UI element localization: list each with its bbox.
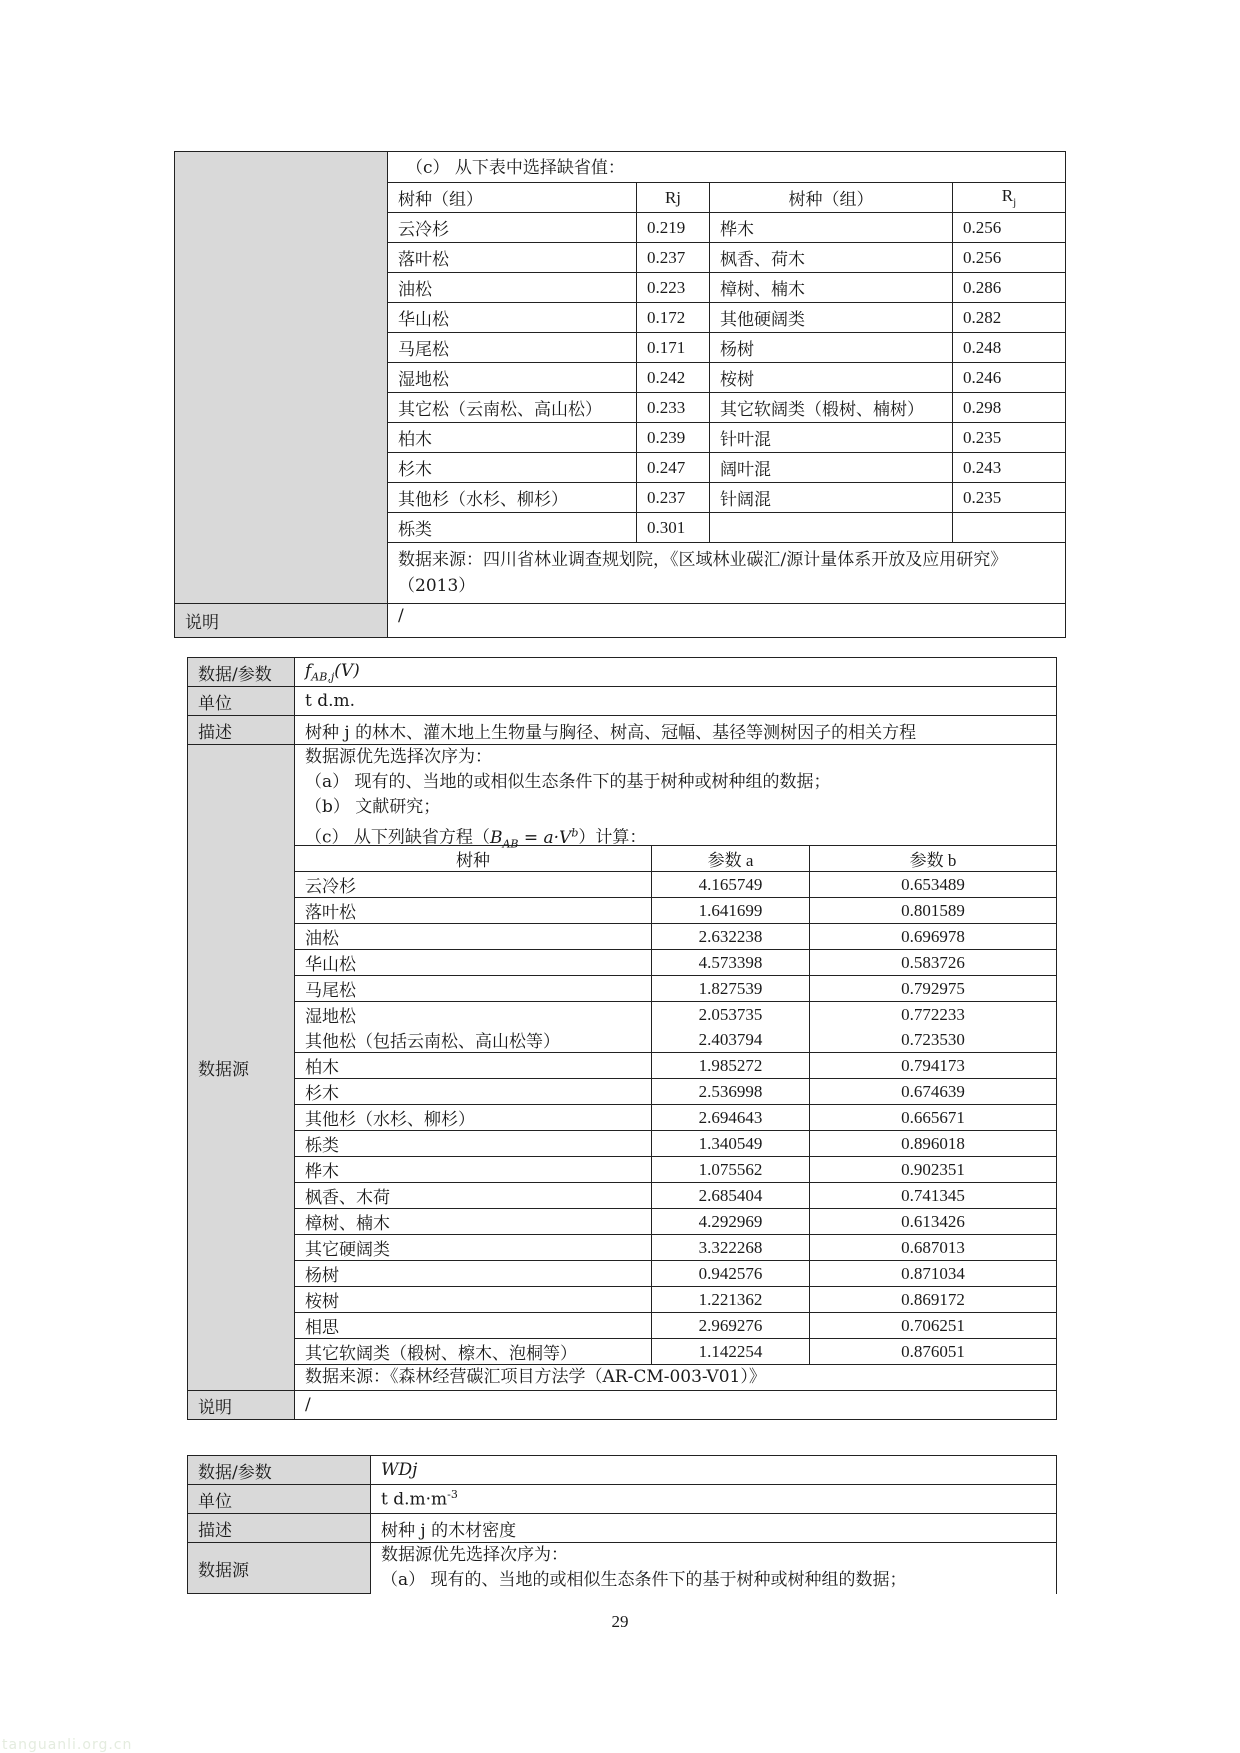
species-left: 湿地松 [388, 363, 637, 393]
species-left: 云冷杉 [388, 213, 637, 243]
rj-left: 0.233 [637, 393, 710, 423]
param-a: 1.985272 [652, 1053, 810, 1079]
param-row [295, 898, 1056, 924]
unit-value-3: t $d.m\cdot m^{-3}$ [371, 1485, 1057, 1514]
param-a: 2.536998 [652, 1079, 810, 1105]
param-b: 0.876051 [810, 1339, 1057, 1365]
species: 相思 [305, 1318, 339, 1337]
param-b: 0.665671 [810, 1105, 1057, 1131]
species-right [710, 513, 953, 543]
header-species-right: 树种（组） [710, 183, 953, 213]
species: 落叶松 [305, 903, 356, 922]
parameter-table [295, 845, 1056, 1364]
rj-right: 0.286 [953, 273, 1066, 303]
species-left: 杉木 [388, 453, 637, 483]
header-param-a: 参数 a [652, 846, 810, 872]
source-label-3: 数据源 [188, 1543, 371, 1594]
species: 杨树 [305, 1266, 339, 1285]
param-row [295, 1261, 1056, 1287]
rj-row [388, 243, 1065, 273]
param-a: 2.694643 [652, 1105, 810, 1131]
param-value: $f_{AB,j}(V)$ [295, 658, 1057, 687]
param-b: 0.871034 [810, 1261, 1057, 1287]
species: 杉木 [305, 1084, 339, 1103]
param-row [295, 1287, 1056, 1313]
rj-row [388, 273, 1065, 303]
rj-content-cell [388, 152, 1066, 604]
equation-data-source: 数据来源：《森林经营碳汇项目方法学（AR-CM-003-V01）》 [295, 1364, 1056, 1390]
species: 樟树、楠木 [305, 1214, 390, 1233]
rj-left: 0.223 [637, 273, 710, 303]
rj-data-source: 数据来源：四川省林业调查规划院，《区域林业碳汇/源计量体系开放及应用研究》（2013） [388, 542, 1065, 603]
param-row [295, 924, 1056, 950]
source-option-c: （c） 从下列缺省方程$(B_{AB} = a\cdot V^b)$计算： [305, 826, 647, 851]
rj-right: 0.248 [953, 333, 1066, 363]
param-header-row [295, 846, 1056, 872]
species-left: 油松 [388, 273, 637, 303]
rj-row [388, 213, 1065, 243]
param-b: 0.583726 [810, 950, 1057, 976]
param-b: 0.801589 [810, 898, 1057, 924]
species: 湿地松 [305, 1007, 356, 1026]
label-cell-empty [175, 152, 388, 604]
rj-left: 0.301 [637, 513, 710, 543]
source-option-b: （b） 文献研究； [305, 797, 441, 817]
wood-density-table [187, 1455, 1057, 1594]
species-right: 其它软阔类（椴树、楠树） [710, 393, 953, 423]
param-a: 1.075562 [652, 1157, 810, 1183]
param-b: 0.613426 [810, 1209, 1057, 1235]
source-option-a-3: （a） 现有的、当地的或相似生态条件下的基于树种或树种组的数据； [381, 1570, 907, 1591]
page-number: 29 [611, 1612, 629, 1631]
rj-right: 0.298 [953, 393, 1066, 423]
param-a: 4.165749 [652, 872, 810, 898]
header-species: 树种 [456, 851, 490, 870]
rj-row [388, 513, 1065, 543]
param-a: 1.340549 [652, 1131, 810, 1157]
species-right: 针叶混 [710, 423, 953, 453]
param-b: 0.896018 [810, 1131, 1057, 1157]
param-b: 0.741345 [810, 1183, 1057, 1209]
species: 其它硬阔类 [305, 1240, 390, 1259]
param-a: 1.221362 [652, 1287, 810, 1313]
rj-right: 0.243 [953, 453, 1066, 483]
species-left: 其他杉（水杉、柳杉） [388, 483, 637, 513]
rj-left: 0.237 [637, 483, 710, 513]
param-row [295, 1053, 1056, 1079]
species: 油松 [305, 929, 339, 948]
param-a: 0.942576 [652, 1261, 810, 1287]
param-value-3: WDj [371, 1456, 1057, 1485]
param-row [295, 1313, 1056, 1339]
param-row [295, 1079, 1056, 1105]
header-species-left: 树种（组） [388, 183, 637, 213]
species-right: 其他硬阔类 [710, 303, 953, 333]
param-a: 2.632238 [652, 924, 810, 950]
param-a: 2.685404 [652, 1183, 810, 1209]
source-content [295, 745, 1057, 1391]
species-left: 柏木 [388, 423, 637, 453]
species-left: 栎类 [388, 513, 637, 543]
param-row [295, 872, 1056, 898]
species: 华山松 [305, 955, 356, 974]
species: 其他松（包括云南松、高山松等） [305, 1032, 560, 1051]
species-left: 马尾松 [388, 333, 637, 363]
rj-row [388, 303, 1065, 333]
source-content-3 [371, 1543, 1057, 1594]
param-b: 0.723530 [810, 1027, 1057, 1053]
rj-right: 0.256 [953, 213, 1066, 243]
rj-row [388, 363, 1065, 393]
rj-left: 0.239 [637, 423, 710, 453]
species: 其他杉（水杉、柳杉） [305, 1110, 475, 1129]
param-row [295, 1002, 1056, 1028]
note-label: 说明 [175, 604, 388, 638]
param-label: 数据/参数 [188, 658, 295, 687]
species-right: 针阔混 [710, 483, 953, 513]
desc-label: 描述 [188, 716, 295, 745]
note-label-2: 说明 [188, 1391, 295, 1420]
rj-right: 0.235 [953, 423, 1066, 453]
rj-default-table [174, 151, 1066, 638]
rj-left: 0.237 [637, 243, 710, 273]
param-a: 4.292969 [652, 1209, 810, 1235]
rj-left: 0.171 [637, 333, 710, 363]
species-right: 杨树 [710, 333, 953, 363]
param-b: 0.674639 [810, 1079, 1057, 1105]
rj-right [953, 513, 1066, 543]
param-a: 3.322268 [652, 1235, 810, 1261]
param-b: 0.792975 [810, 976, 1057, 1002]
rj-row [388, 393, 1065, 423]
species: 柏木 [305, 1058, 339, 1077]
param-a: 1.641699 [652, 898, 810, 924]
species: 桉树 [305, 1292, 339, 1311]
param-row [295, 1131, 1056, 1157]
note-value: / [388, 604, 1066, 638]
rj-left: 0.242 [637, 363, 710, 393]
species-left: 华山松 [388, 303, 637, 333]
desc-value: 树种 j 的林木、灌木地上生物量与胸径、树高、冠幅、基径等测树因子的相关方程 [295, 716, 1057, 745]
rj-header-row [388, 183, 1065, 213]
param-a: 4.573398 [652, 950, 810, 976]
param-a: 1.827539 [652, 976, 810, 1002]
desc-value-3: 树种 j 的木材密度 [371, 1514, 1057, 1543]
param-a: 2.969276 [652, 1313, 810, 1339]
param-row [295, 1157, 1056, 1183]
header-rj-right: $R_j$ [953, 183, 1066, 213]
source-intro-3: 数据源优先选择次序为： [381, 1545, 568, 1566]
param-b: 0.902351 [810, 1157, 1057, 1183]
rj-right: 0.246 [953, 363, 1066, 393]
param-label-3: 数据/参数 [188, 1456, 371, 1485]
param-b: 0.772233 [810, 1002, 1057, 1028]
option-c-intro: （c） 从下表中选择缺省值： [406, 158, 625, 178]
rj-left: 0.247 [637, 453, 710, 483]
rj-row [388, 453, 1065, 483]
species: 云冷杉 [305, 877, 356, 896]
species: 其它软阔类（椴树、檫木、泡桐等） [305, 1344, 577, 1363]
species-right: 桉树 [710, 363, 953, 393]
rj-row [388, 333, 1065, 363]
source-option-a: （a） 现有的、当地的或相似生态条件下的基于树种或树种组的数据； [305, 772, 831, 792]
unit-value: t d.m. [295, 687, 1057, 716]
param-b: 0.653489 [810, 872, 1057, 898]
unit-label: 单位 [188, 687, 295, 716]
param-b: 0.706251 [810, 1313, 1057, 1339]
param-row [295, 1105, 1056, 1131]
param-row [295, 1183, 1056, 1209]
species-left: 其它松（云南松、高山松） [388, 393, 637, 423]
param-row [295, 1027, 1056, 1053]
param-b: 0.869172 [810, 1287, 1057, 1313]
species: 栎类 [305, 1136, 339, 1155]
param-row [295, 976, 1056, 1002]
desc-label-3: 描述 [188, 1514, 371, 1543]
species-right: 桦木 [710, 213, 953, 243]
header-param-b: 参数 b [810, 846, 1057, 872]
unit-label-3: 单位 [188, 1485, 371, 1514]
param-a: 1.142254 [652, 1339, 810, 1365]
biomass-equation-table [187, 657, 1057, 1420]
rj-row [388, 423, 1065, 453]
note-value-2: / [295, 1391, 1057, 1420]
species: 枫香、木荷 [305, 1188, 390, 1207]
rj-left: 0.172 [637, 303, 710, 333]
header-rj-left: Rj [637, 183, 710, 213]
watermark: tanguanli.org.cn [2, 1737, 133, 1753]
source-intro: 数据源优先选择次序为： [305, 747, 492, 767]
species: 桦木 [305, 1162, 339, 1181]
param-b: 0.687013 [810, 1235, 1057, 1261]
rj-left: 0.219 [637, 213, 710, 243]
param-row [295, 950, 1056, 976]
species-right: 樟树、楠木 [710, 273, 953, 303]
species-right: 阔叶混 [710, 453, 953, 483]
param-b: 0.696978 [810, 924, 1057, 950]
rj-right: 0.235 [953, 483, 1066, 513]
source-label: 数据源 [188, 745, 295, 1391]
rj-right: 0.256 [953, 243, 1066, 273]
param-row [295, 1235, 1056, 1261]
species-left: 落叶松 [388, 243, 637, 273]
rj-right: 0.282 [953, 303, 1066, 333]
rj-row [388, 483, 1065, 513]
param-row [295, 1339, 1056, 1365]
species: 马尾松 [305, 981, 356, 1000]
param-b: 0.794173 [810, 1053, 1057, 1079]
rj-values-table [388, 182, 1065, 542]
param-a: 2.403794 [652, 1027, 810, 1053]
param-row [295, 1209, 1056, 1235]
param-a: 2.053735 [652, 1002, 810, 1028]
species-right: 枫香、荷木 [710, 243, 953, 273]
